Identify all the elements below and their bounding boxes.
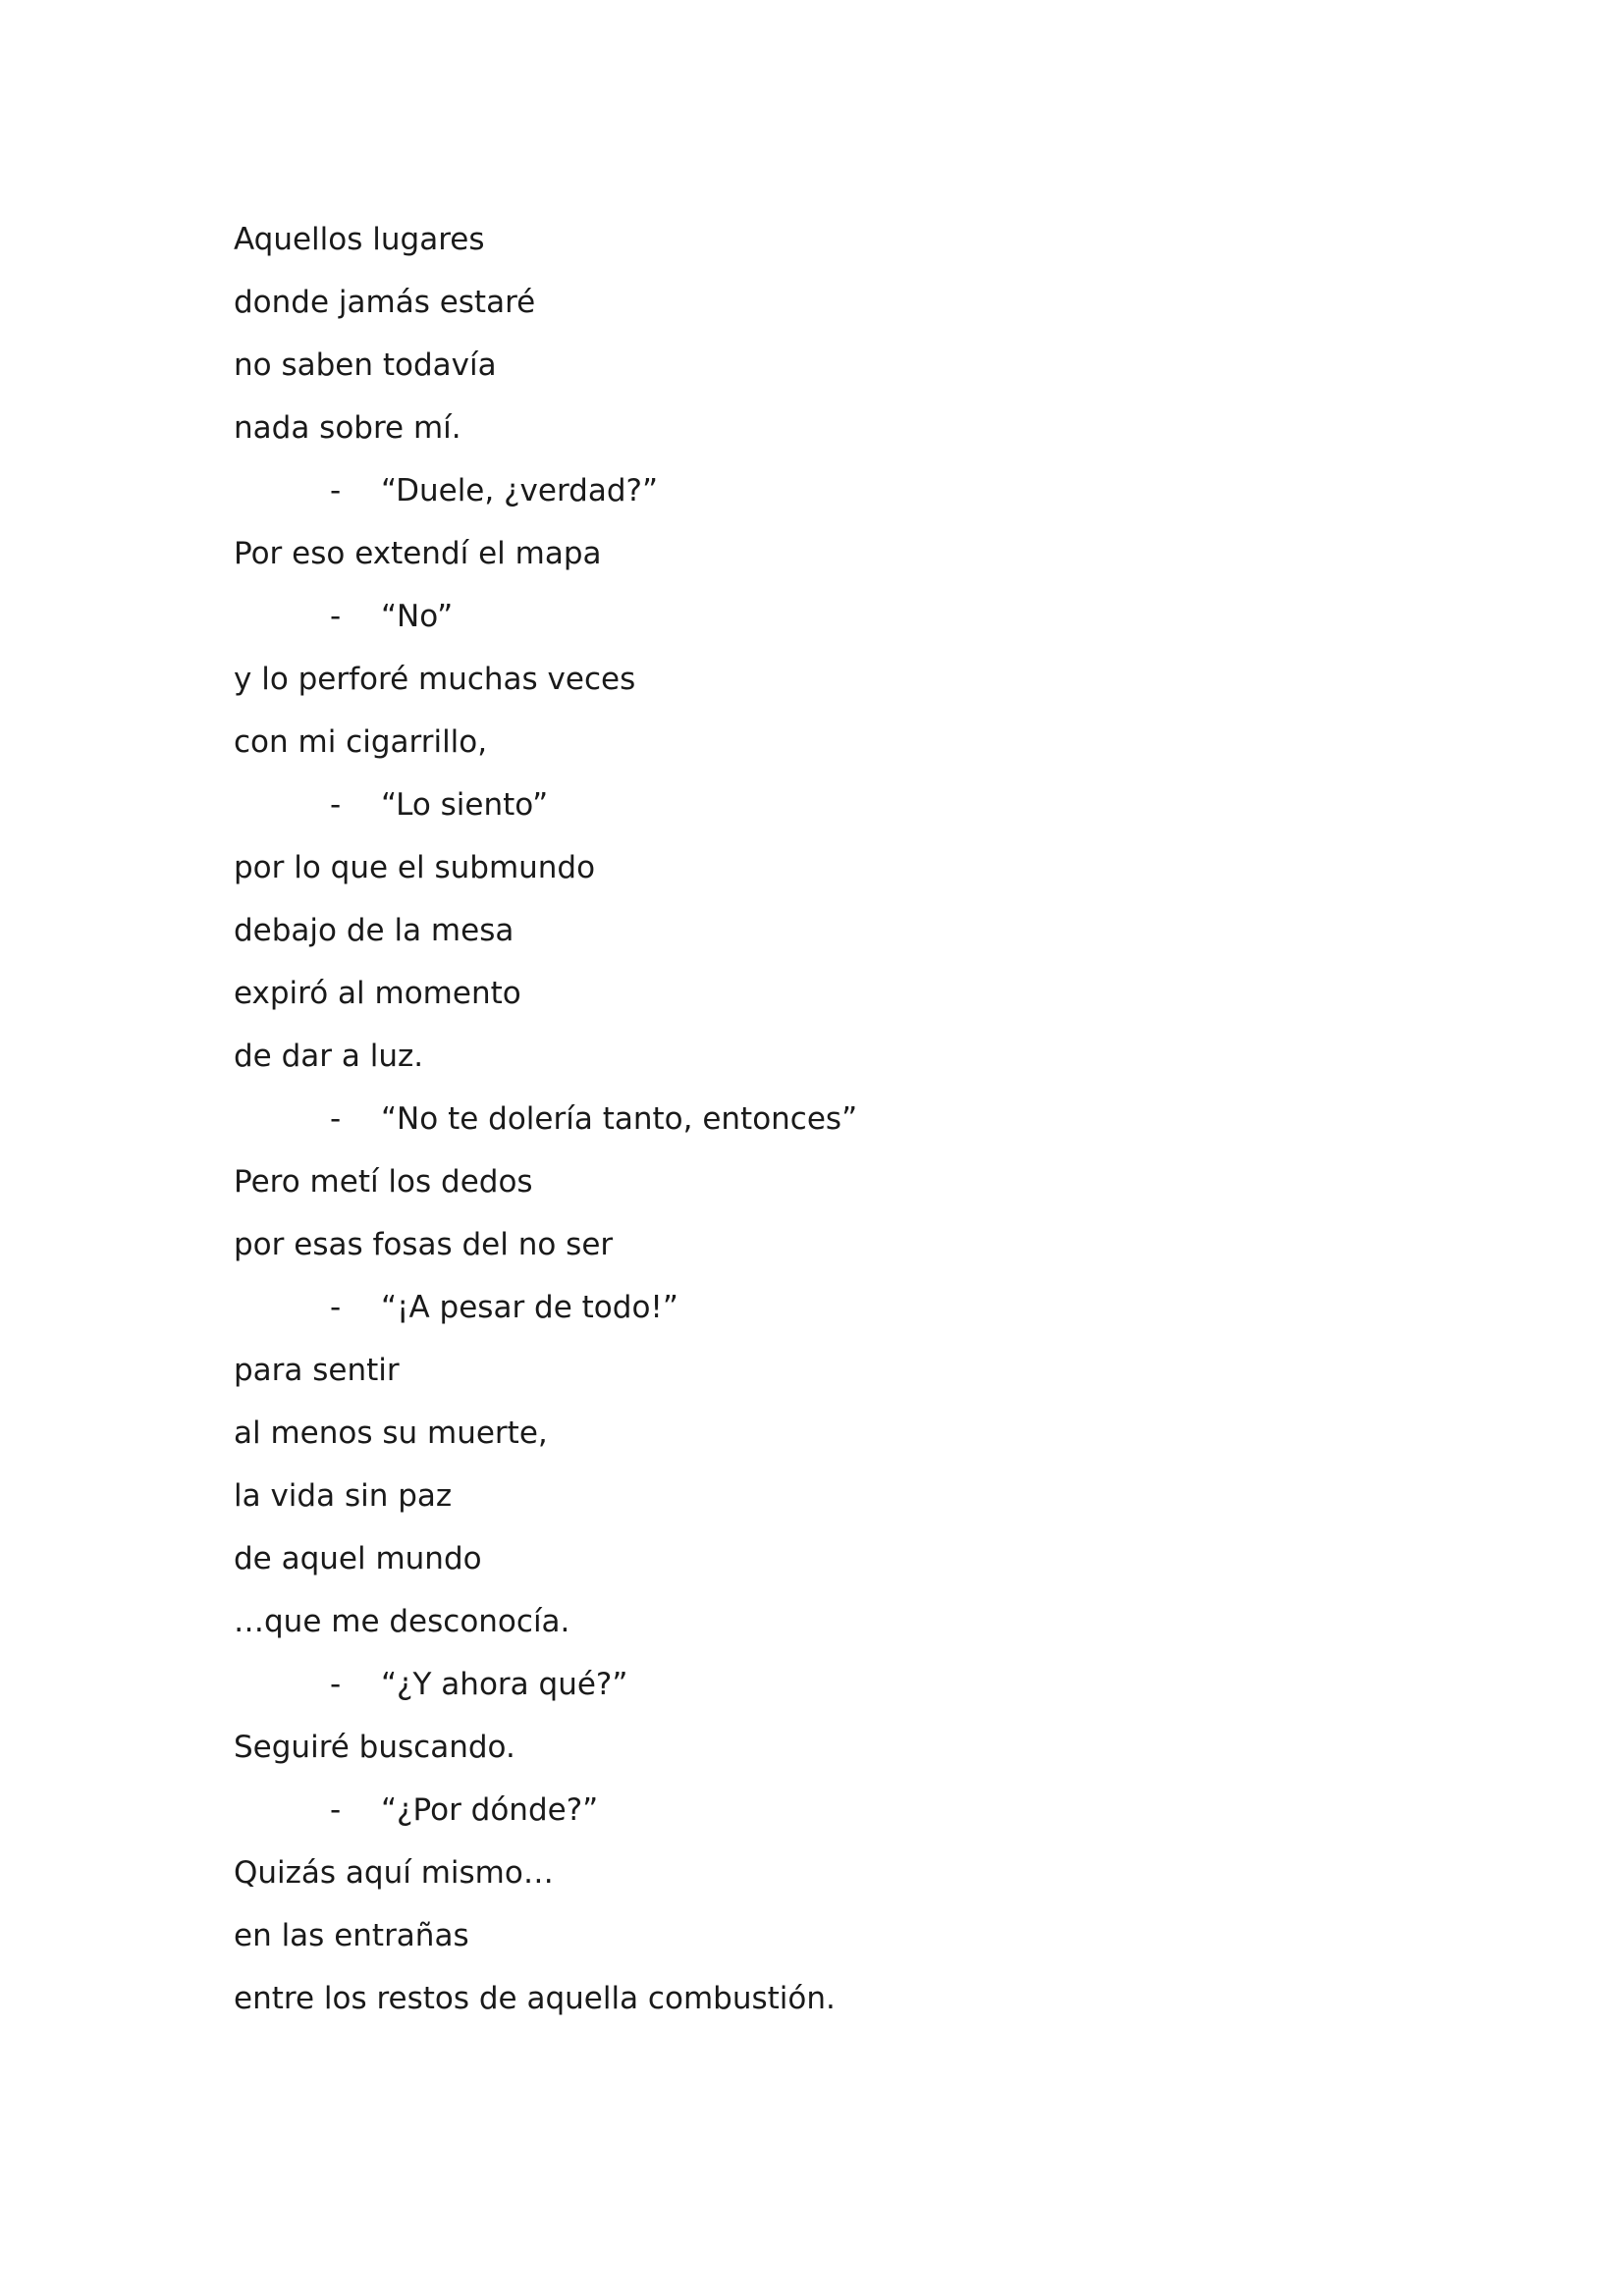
poem-line bbox=[234, 899, 857, 962]
poem-line bbox=[234, 1213, 857, 1276]
line-text: Quizás aquí mismo… bbox=[234, 1855, 554, 1891]
poem-line bbox=[234, 1150, 857, 1213]
dialogue-dash: - bbox=[330, 1290, 342, 1325]
line-text: “No te dolería tanto, entonces” bbox=[381, 1101, 858, 1137]
dialogue-line bbox=[234, 1088, 857, 1150]
dialogue-dash: - bbox=[330, 1101, 342, 1137]
line-text: “Duele, ¿verdad?” bbox=[381, 473, 659, 508]
line-text: nada sobre mí. bbox=[234, 410, 461, 446]
line-text: para sentir bbox=[234, 1353, 400, 1388]
poem-line bbox=[234, 1590, 857, 1653]
poem-line bbox=[234, 1527, 857, 1590]
line-text: donde jamás estaré bbox=[234, 285, 536, 320]
poem-line bbox=[234, 711, 857, 774]
line-text: “No” bbox=[381, 599, 454, 634]
line-text: de dar a luz. bbox=[234, 1039, 424, 1074]
poem-line bbox=[234, 1339, 857, 1402]
poem-line bbox=[234, 522, 857, 585]
poem-body bbox=[234, 208, 857, 2030]
poem-line bbox=[234, 1842, 857, 1904]
line-text: la vida sin paz bbox=[234, 1478, 453, 1514]
line-text: Aquellos lugares bbox=[234, 222, 485, 257]
line-text: debajo de la mesa bbox=[234, 913, 514, 948]
line-text: Por eso extendí el mapa bbox=[234, 536, 602, 571]
dialogue-line bbox=[234, 1276, 857, 1339]
poem-line bbox=[234, 962, 857, 1025]
poem-line bbox=[234, 271, 857, 334]
dialogue-line bbox=[234, 774, 857, 836]
line-text: en las entrañas bbox=[234, 1918, 469, 1953]
line-text: “¿Y ahora qué?” bbox=[381, 1667, 628, 1702]
poem-line bbox=[234, 334, 857, 397]
line-text: de aquel mundo bbox=[234, 1541, 482, 1576]
poem-line bbox=[234, 1716, 857, 1779]
poem-line bbox=[234, 648, 857, 711]
poem-line bbox=[234, 397, 857, 459]
line-text: y lo perforé muchas veces bbox=[234, 662, 636, 697]
dialogue-dash: - bbox=[330, 599, 342, 634]
poem-line bbox=[234, 1967, 857, 2030]
dialogue-line bbox=[234, 1779, 857, 1842]
dialogue-dash: - bbox=[330, 1667, 342, 1702]
dialogue-dash: - bbox=[330, 787, 342, 823]
line-text: Pero metí los dedos bbox=[234, 1164, 533, 1200]
line-text: por esas fosas del no ser bbox=[234, 1227, 614, 1262]
poem-line bbox=[234, 208, 857, 271]
poem-line bbox=[234, 1904, 857, 1967]
line-text: “¡A pesar de todo!” bbox=[381, 1290, 678, 1325]
dialogue-line bbox=[234, 1653, 857, 1716]
line-text: “Lo siento” bbox=[381, 787, 549, 823]
line-text: al menos su muerte, bbox=[234, 1415, 548, 1451]
dialogue-line bbox=[234, 459, 857, 522]
line-text: por lo que el submundo bbox=[234, 850, 596, 885]
line-text: con mi cigarrillo, bbox=[234, 724, 488, 760]
line-text: Seguiré buscando. bbox=[234, 1730, 515, 1765]
dialogue-dash: - bbox=[330, 1792, 342, 1828]
line-text: no saben todavía bbox=[234, 347, 497, 383]
poem-line bbox=[234, 836, 857, 899]
line-text: …que me desconocía. bbox=[234, 1604, 570, 1639]
poem-line bbox=[234, 1465, 857, 1527]
line-text: “¿Por dónde?” bbox=[381, 1792, 599, 1828]
poem-line bbox=[234, 1402, 857, 1465]
line-text: expiró al momento bbox=[234, 976, 521, 1011]
poem-line bbox=[234, 1025, 857, 1088]
dialogue-dash: - bbox=[330, 473, 342, 508]
dialogue-line bbox=[234, 585, 857, 648]
line-text: entre los restos de aquella combustión. bbox=[234, 1981, 836, 2016]
